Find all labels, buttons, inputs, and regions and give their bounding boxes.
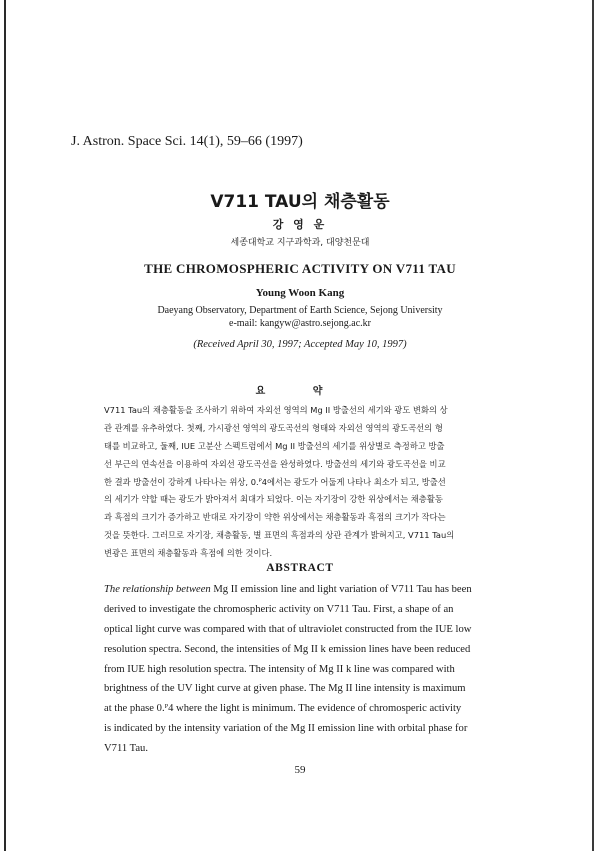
korean-abstract-line: 관 관계를 유추하였다. 첫째, 가시광선 영역의 광도곡선의 형태와 자외선 영역의 광도곡선의 형 [104, 422, 443, 433]
english-abstract-line: at the phase 0.ᴾ4 where the light is minimum. The evidence of chromosperic activity [104, 703, 462, 715]
english-abstract-line: derived to investigate the chromospheric activity on V711 Tau. First, a shape of an [104, 603, 454, 615]
journal-citation: J. Astron. Space Sci. 14(1), 59–66 (1997) [71, 134, 303, 149]
abstract-italic-lead: The relationship between [104, 584, 211, 595]
english-abstract-line: resolution spectra. Second, the intensities of Mg II k emission lines have been reduced [104, 643, 471, 655]
korean-abstract-line: 변광은 표면의 채층활동과 흑점에 의한 것이다. [104, 548, 273, 559]
korean-abstract-line: 것을 뜻한다. 그러므로 자기장, 채층활동, 별 표면의 흑점과의 상관 관계가 밝혀지고, V711 Tau의 [104, 530, 455, 541]
english-abstract-line: optical light curve was compared with that of ultraviolet constructed from the IUE low [104, 623, 472, 635]
page-number: 59 [294, 764, 306, 776]
korean-author: 강 영 운 [272, 218, 328, 231]
korean-abstract-line: 의 세기가 약할 때는 광도가 밝아져서 최대가 되었다. 이는 자기장이 강한 위상에서는 채층활동 [104, 494, 443, 505]
korean-abstract-line: V711 Tau의 채층활동을 조사하기 위하여 자외선 영역의 Mg II 방출선의 세기와 광도 변화의 상 [104, 405, 448, 415]
korean-abstract [104, 402, 498, 563]
korean-abstract-line: 한 결과 방출선이 강하게 나타나는 위상, 0.ᴾ4에서는 광도가 어둡게 나타나 최소가 되고, 방출선 [104, 476, 446, 487]
author-email: e-mail: kangyw@astro.sejong.ac.kr [229, 318, 371, 329]
abstract-first-line-rest: Mg II emission line and light variation of V711 Tau has been [210, 584, 472, 595]
korean-abstract-line: 선 부근의 연속선을 이용하여 자외선 광도곡선을 완성하였다. 방출선의 세기와 광도곡선을 비교 [104, 458, 446, 469]
english-author: Young Woon Kang [255, 287, 345, 299]
scan-border-right [592, 0, 594, 851]
korean-abstract-line: 태를 비교하고, 둘째, IUE 고분산 스펙트럼에서 Mg II 방출선의 세기를 위상별로 측정하고 방출 [104, 440, 445, 451]
received-accepted-dates: (Received April 30, 1997; Accepted May 10, 1997) [193, 339, 407, 350]
korean-abstract-line: 과 흑점의 크기가 증가하고 반대로 자기장이 약한 위상에서는 채층활동과 흑점의 크기가 작다는 [104, 512, 446, 523]
korean-affiliation: 세종대학교 지구과학과, 대양천문대 [230, 238, 370, 248]
english-abstract [104, 580, 516, 759]
english-abstract-line [104, 580, 516, 600]
scan-border-left [4, 0, 6, 851]
english-abstract-heading: ABSTRACT [266, 562, 334, 574]
korean-abstract-heading: 요 약 [255, 386, 345, 397]
english-title: THE CHROMOSPHERIC ACTIVITY ON V711 TAU [144, 261, 456, 276]
korean-title: V711 TAU의 채층활동 [210, 192, 390, 212]
english-abstract-line: brightness of the UV light curve at given phase. The Mg II line intensity is maximum [104, 683, 466, 695]
english-affiliation: Daeyang Observatory, Department of Earth Science, Sejong University [157, 305, 443, 316]
english-abstract-line: is indicated by the intensity variation of the Mg II emission line with orbital phase for [104, 723, 468, 735]
english-abstract-line: from IUE high resolution spectra. The intensity of Mg II k line was compared with [104, 663, 455, 675]
english-abstract-line: V711 Tau. [104, 743, 148, 755]
